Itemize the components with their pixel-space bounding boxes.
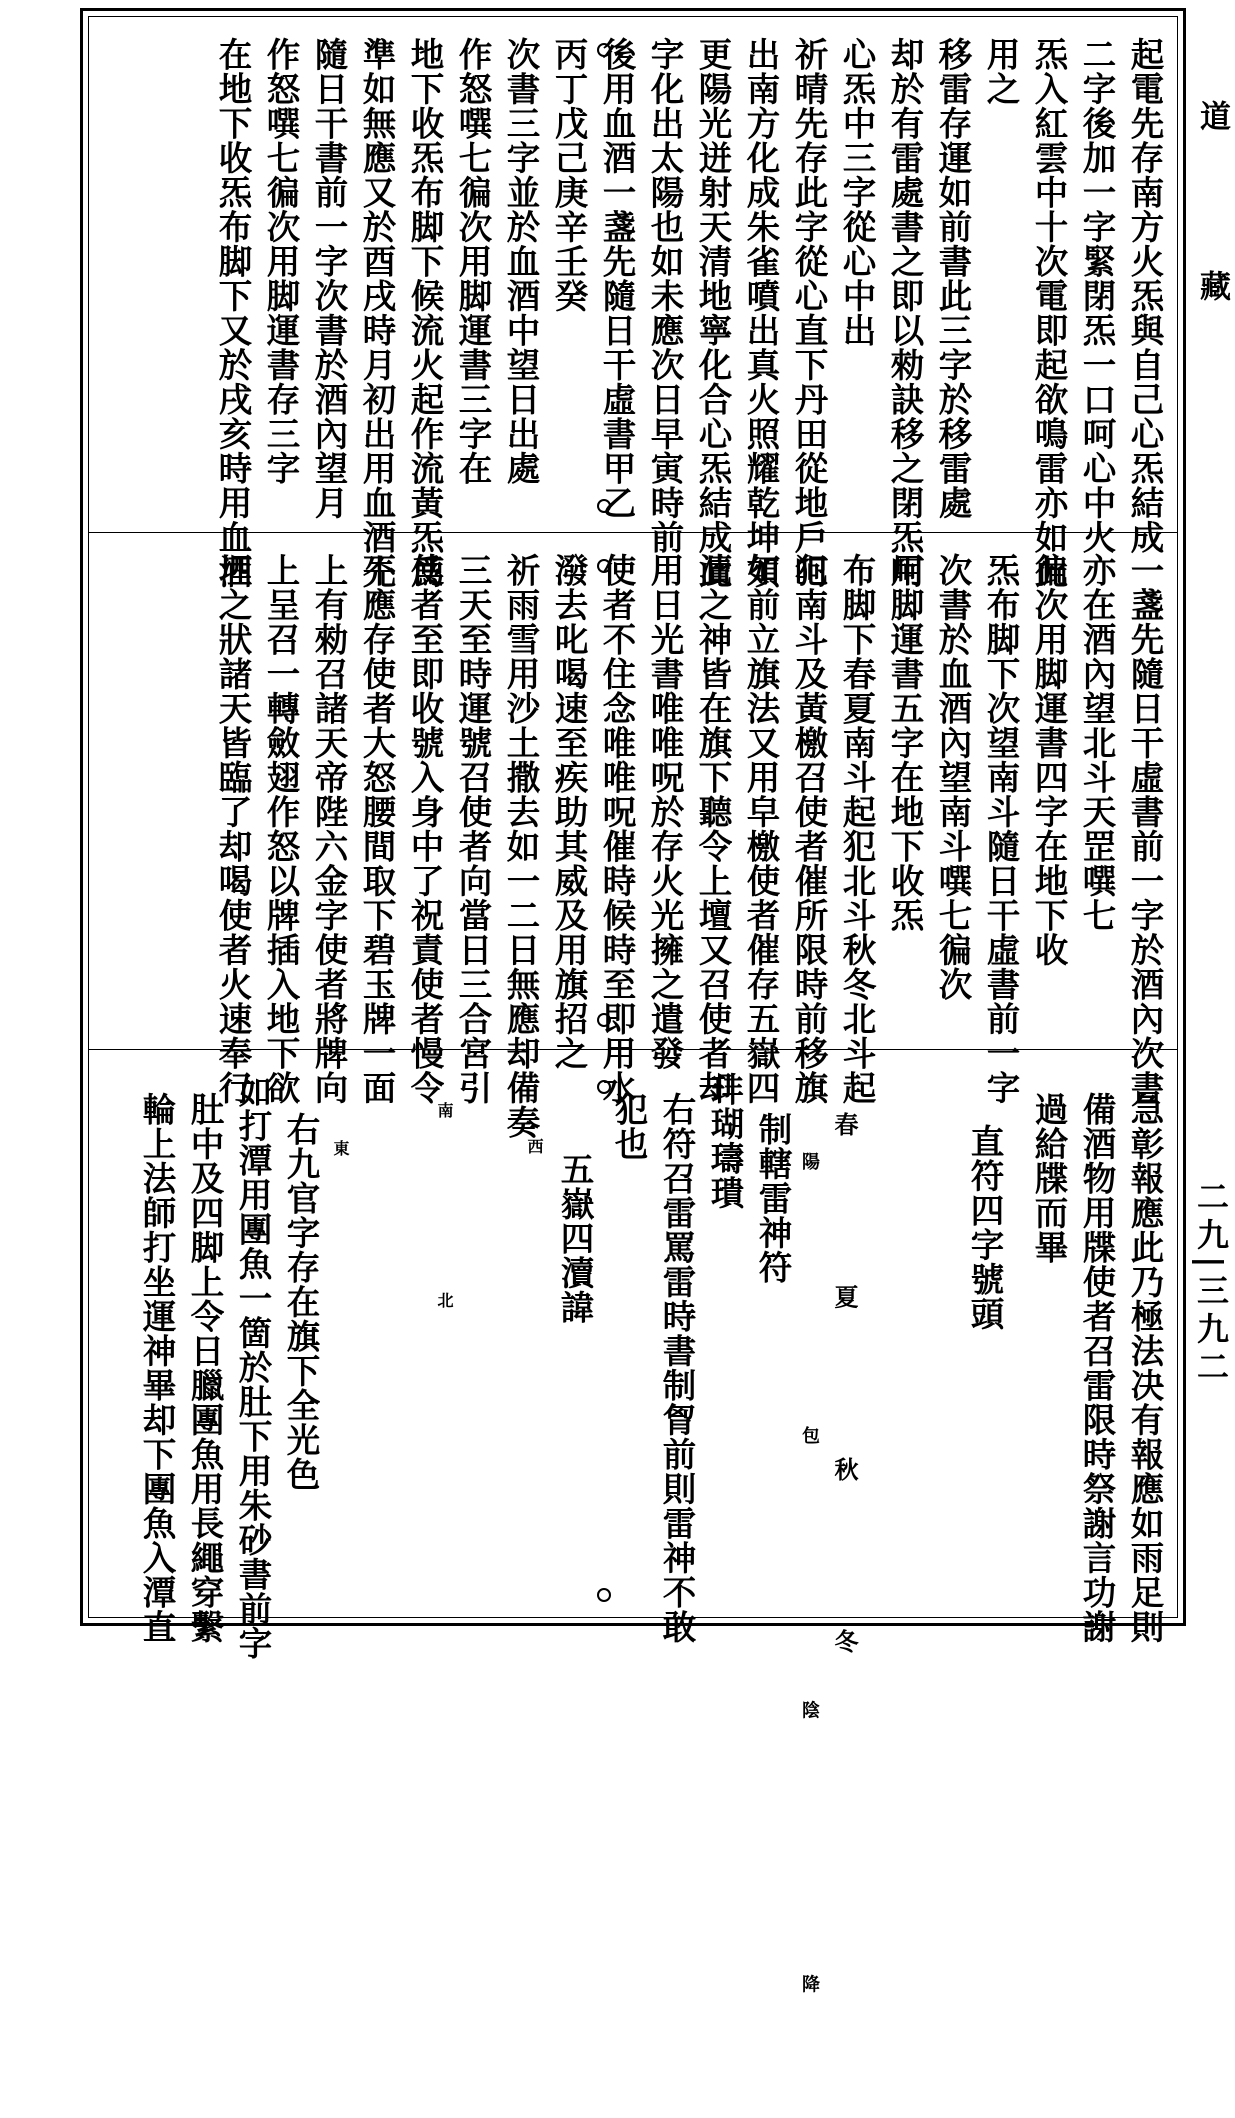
direction-label-south: 南 — [435, 1102, 454, 1119]
text-column: 次書三字並於血酒中望日出處 — [501, 37, 540, 486]
paragraph-circle-mark — [597, 1080, 611, 1094]
text-column: 一盞先隨日干虛書前一字於酒內次書 — [1125, 553, 1164, 1105]
text-column: 瀆之神皆在旗下聽令上壇又召使者却 — [693, 553, 732, 1105]
text-column: 作怒噀七徧次用脚運書三字在 — [453, 37, 492, 486]
text-column: 上有勑召諸天帝陛六金字使者將牌向 — [309, 553, 348, 1105]
text-column: 炁入紅雲中十次電即起欲鳴雷亦如此 — [1029, 37, 1068, 589]
text-column: 輪上法師打坐運神畢却下團魚入潭直 — [137, 1092, 176, 1644]
text-column: 徧次用脚運書四字在地下收 — [1029, 553, 1068, 967]
text-column: 祈晴先存此字從心直下丹田從地戶呵 — [789, 37, 828, 589]
text-column: 祈雨雪用沙土撒去如一二日無應却備奏 — [501, 553, 540, 1140]
text-column: 急彰報應此乃極法决有報應如雨足則 — [1125, 1092, 1164, 1644]
text-column: 如打潭用團魚一箇於肚下用朱砂書前字 — [233, 1074, 272, 1661]
text-column: 二字後加一字緊閉炁一口呵心中火 — [1077, 37, 1116, 555]
text-column: 五嶽四瀆諱 — [555, 1152, 594, 1325]
text-column: 次書於血酒內望南斗噀七徧次 — [933, 553, 972, 1002]
text-column: 直符四字號頭 — [965, 1124, 1004, 1331]
text-column: 上呈召一轉斂翅作怒以牌插入地下欲 — [261, 553, 300, 1105]
direction-label-north: 北 — [435, 1292, 454, 1309]
text-column: 丙丁戊己庚辛壬癸 — [549, 37, 588, 313]
text-column: 三天至時運號召使者向當日三合宮引 — [453, 553, 492, 1105]
text-column: 心炁中三字從心中出 — [837, 37, 876, 348]
text-column: 布脚下春夏南斗起犯北斗秋冬北斗起 — [837, 553, 876, 1105]
text-column: 作怒噀七徧次用脚運書存三字 — [261, 37, 300, 486]
text-column: 肚中及四脚上令日臘團魚用長繩穿繫 — [185, 1092, 224, 1644]
paragraph-circle-mark — [597, 1013, 611, 1027]
text-column: 使者不住念唯唯呪催時候時至即用水 — [597, 553, 636, 1105]
text-column: 準如無應又於酉戌時月初出用血酒先 — [357, 37, 396, 589]
paragraph-circle-mark — [597, 43, 611, 57]
text-column: 右九官字存在旗下全光色 — [281, 1112, 320, 1492]
text-column: 制轄雷神符 — [753, 1112, 792, 1285]
margin-collection-char: 道 — [1194, 100, 1230, 131]
lower-register — [83, 1052, 1183, 2118]
text-column: 用脚運書五字在地下收炁 — [885, 553, 924, 933]
text-column: 備酒物用牒使者召雷限時祭謝言功謝 — [1077, 1092, 1116, 1644]
text-column: 右符召雷罵雷時書制胷前則雷神不敢 — [657, 1092, 696, 1644]
page-frame — [80, 8, 1186, 2118]
text-column: 更陽光迸射天清地寧化合心炁結成此 — [693, 37, 732, 589]
text-column: 埋之狀諸天皆臨了却喝使者火速奉行 — [213, 553, 252, 1105]
text-column: 隨日干書前一字次書於酒內望月 — [309, 37, 348, 520]
page-number: 二九|三九二 — [1192, 1180, 1230, 1388]
text-column: 玤瑚璹璝 — [705, 1072, 744, 1210]
text-column: 不應存使者大怒腰間取下碧玉牌一面 — [357, 553, 396, 1105]
margin-collection-char: 藏 — [1194, 270, 1230, 301]
text-column: 犯南斗及黃檄召使者催所限時前移旗 — [789, 553, 828, 1105]
direction-label-east: 東 — [331, 1140, 350, 1157]
text-column: 如前立旗法又用皁檄使者催存五嶽四 — [741, 553, 780, 1105]
seal-glyph-row: 春 夏 秋 冬 — [830, 1112, 859, 1724]
text-column: 却於有雷處書之即以勑訣移之閉炁呵 — [885, 37, 924, 589]
text-column: 後用血酒一盞先隨日干虛書甲乙 — [597, 37, 636, 520]
paragraph-circle-mark — [597, 1588, 611, 1602]
text-column: 用日光書唯唯呪於存火光擁之遣發 — [645, 553, 684, 1071]
text-column: 使者至即收號入身中了祝責使者慢令 — [405, 553, 444, 1105]
text-column: 用之 — [981, 37, 1020, 106]
text-column: 移雷存運如前書此三字於移雷處 — [933, 37, 972, 520]
direction-label-west: 西 — [525, 1138, 544, 1155]
text-column: 過給牒而畢 — [1029, 1092, 1068, 1265]
text-column: 潑去叱喝速至疾助其威及用旗招之 — [549, 553, 588, 1071]
text-column: 在地下收炁布脚下又於戌亥時用血酒 — [213, 37, 252, 589]
paragraph-circle-mark — [597, 559, 611, 573]
upper-register — [83, 19, 1183, 589]
seal-glyph-subscripts: 陽 包 陰 降 — [799, 1152, 820, 2118]
text-column: 出南方化成朱雀噴出真火照耀乾坤須 — [741, 37, 780, 589]
paragraph-circle-mark — [597, 499, 611, 513]
text-column: 字化出太陽也如未應次日早寅時前 — [645, 37, 684, 555]
text-column: 起電先存南方火炁與自己心炁結成 — [1125, 37, 1164, 555]
text-column: 犯也 — [609, 1092, 648, 1161]
text-column: 地下收炁布脚下候流火起作流黃炁爲 — [405, 37, 444, 589]
text-column: 亦在酒內望北斗天罡噀七 — [1077, 553, 1116, 933]
text-column: 炁布脚下次望南斗隨日干虛書前一字 — [981, 553, 1020, 1105]
